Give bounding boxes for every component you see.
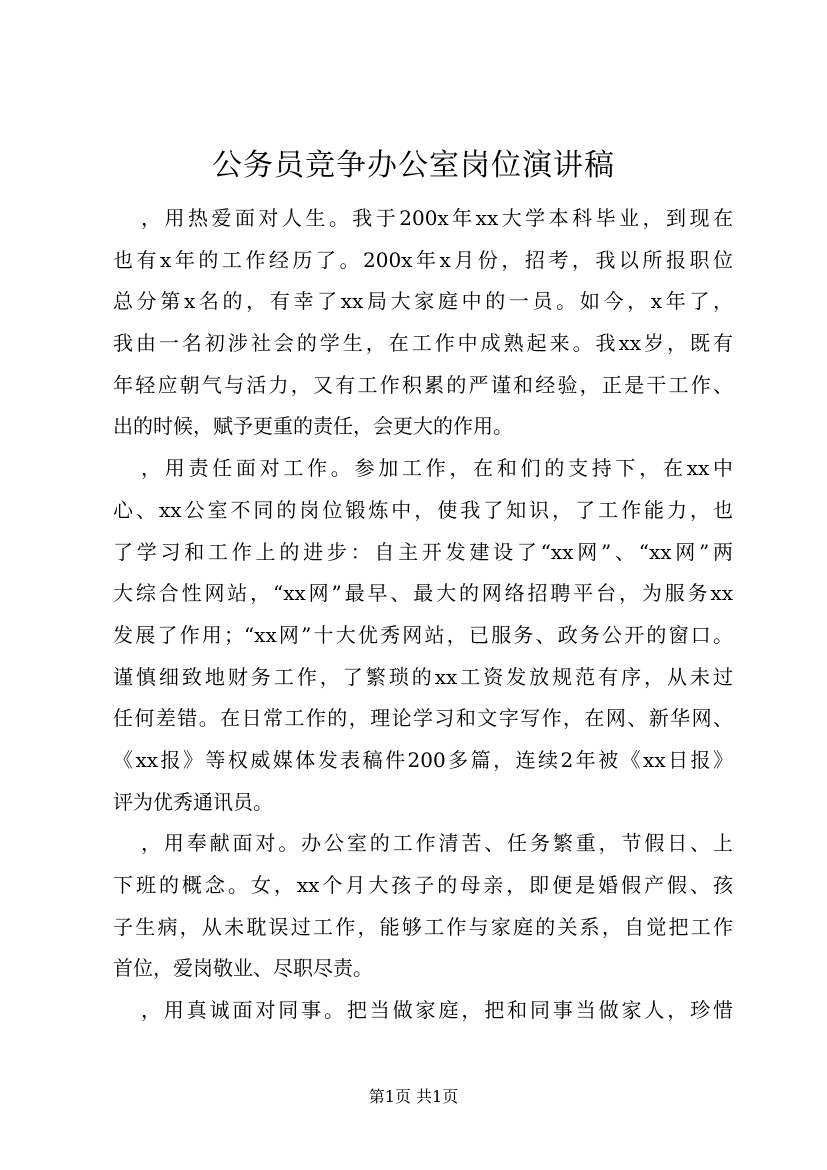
text-line: 心、xx公室不同的岗位锻炼中，使我了知识，了工作能力，也: [113, 497, 733, 522]
text-line: ，用奉献面对。办公室的工作清苦、任务繁重，节假日、上: [141, 831, 733, 856]
text-line: 评为优秀通讯员。: [113, 789, 273, 814]
text-line: 下班的概念。女，xx个月大孩子的母亲，即便是婚假产假、孩: [113, 873, 733, 897]
text-line: 子生病，从未耽误过工作，能够工作与家庭的关系，自觉把工作: [113, 914, 733, 939]
text-line: 谨慎细致地财务工作，了繁琐的xx工资发放规范有序，从未过: [113, 664, 733, 689]
page-footer: 第1页 共1页: [368, 1087, 459, 1106]
text-line: 发展了作用；“xx网”十大优秀网站，已服务、政务公开的窗口。: [113, 622, 733, 647]
document-body: [113, 198, 733, 1032]
text-line: 了学习和工作上的进步：自主开发建设了“xx网”、“xx网”两: [113, 539, 733, 564]
text-line: 出的时候，赋予更重的责任，会更大的作用。: [113, 414, 513, 439]
document-title: 公务员竞争办公室岗位演讲稿: [212, 148, 615, 183]
text-line: 《xx报》等权威媒体发表稿件200多篇，连续2年被《xx日报》: [113, 747, 733, 772]
text-line: 首位，爱岗敬业、尽职尽责。: [113, 956, 373, 981]
text-line: ，用真诚面对同事。把当做家庭，把和同事当做家人，珍惜: [141, 998, 733, 1023]
text-line: 年轻应朝气与活力，又有工作积累的严谨和经验，正是干工作、: [113, 372, 733, 397]
text-line: 大综合性网站，“xx网”最早、最大的网络招聘平台，为服务xx: [113, 581, 733, 606]
text-line: 任何差错。在日常工作的，理论学习和文字写作，在网、新华网、: [113, 706, 733, 731]
text-line: 也有x年的工作经历了。200x年x月份，招考，我以所报职位: [113, 247, 733, 272]
text-line: ，用责任面对工作。参加工作，在和们的支持下，在xx中: [141, 456, 733, 481]
text-line: ，用热爱面对人生。我于200x年xx大学本科毕业，到现在: [141, 206, 733, 230]
text-line: 我由一名初涉社会的学生，在工作中成熟起来。我xx岁，既有: [113, 331, 733, 356]
text-line: 总分第x名的，有幸了xx局大家庭中的一员。如今，x年了，: [113, 289, 733, 314]
